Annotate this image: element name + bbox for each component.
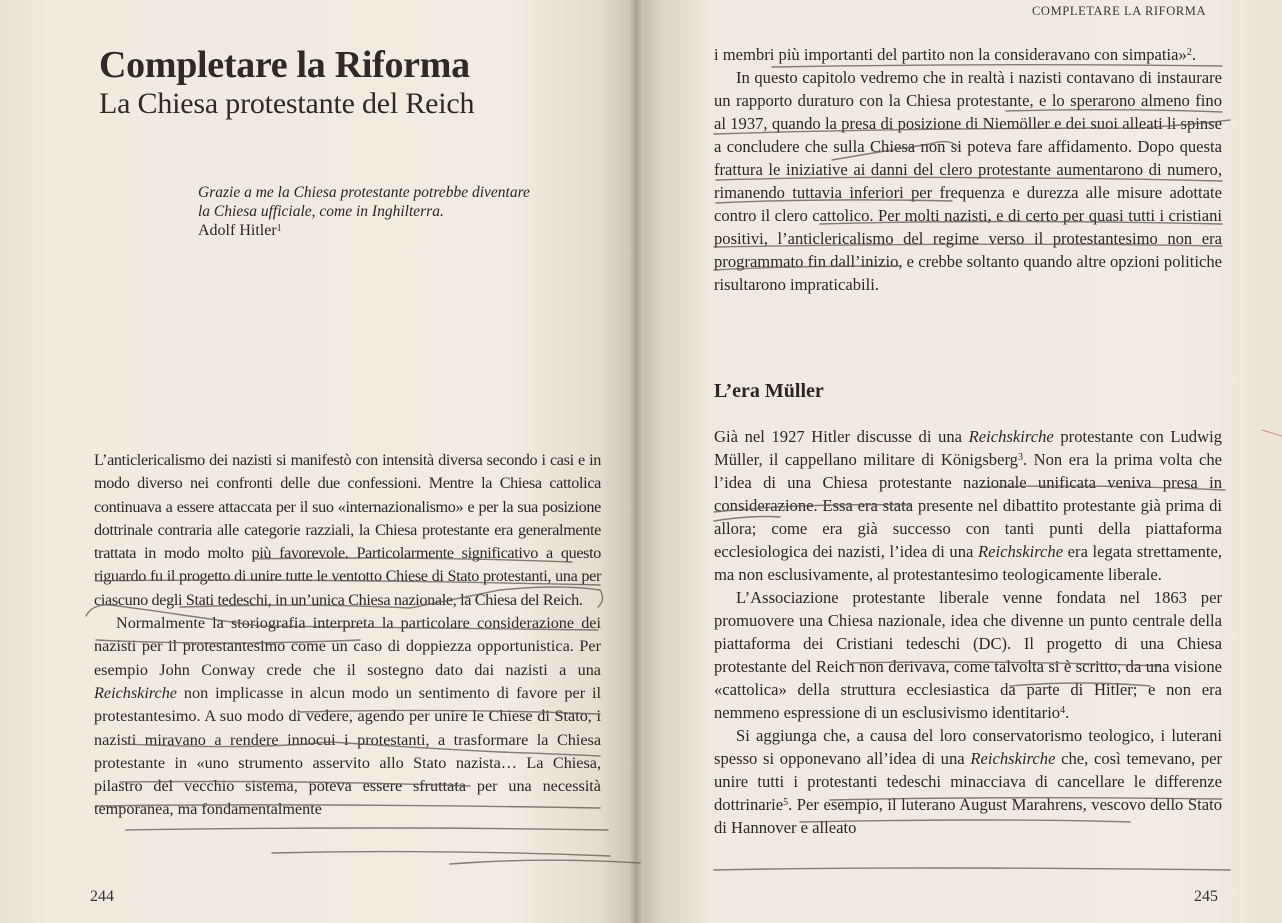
paragraph: Normalmente la storiografia interpreta la particolare considerazione dei nazisti per il protestantesimo come un caso di doppiezza opportunistica. Per esempio John Conway crede che il sostegno dato dai nazisti a una Reichskirche non implicasse in alcun modo un sentimento di favore per il protestantesimo. A suo modo di vedere, agendo per unire le Chiese di Stato, i nazisti miravano a rendere innocui i protestanti, a trasformare la Chiesa protestante in «uno strumento asservito allo Stato nazista… La Chiesa, pilastro del vecchio sistema, poteva essere sfruttata per una necessità temporanea, ma fondamentalmente	[94, 614, 601, 819]
footnote-ref: 2	[1186, 47, 1192, 58]
term-reichskirche: Reichskirche	[94, 683, 177, 702]
paragraph: L’anticlericalismo dei nazisti si manifestò con intensità diversa secondo i casi e in modo diverso nei confronti delle due confessioni. Mentre la Chiesa cattolica continuava a essere attaccata per il suo «internazionalismo» e per la sua posizione dottrinale contraria alle categorie razziali, la Chiesa protestante era generalmente trattata in modo molto più favorevole. Particolarmente significativo a questo riguardo fu il progetto di unire tutte le ventotto Chiese di Stato protestanti, una per ciascuno degli Stati tedeschi, in un’unica Chiesa nazionale, la Chiesa del Reich.	[94, 451, 601, 609]
epigraph-quote-line: Grazie a me la Chiesa protestante potrebbe diventare	[198, 184, 530, 201]
paragraph: Già nel 1927 Hitler discusse di una Reichskirche protestante con Ludwig Müller, il cappellano militare di Königsberg$^3$. Non era la prima volta che l’idea di una Chiesa protestante nazionale unificata veniva presa in considerazione. Essa era stata presente nel dibattito protestante già prima di allora; come era già successo con tanti punti della piattaforma ecclesiologica dei nazisti, l’idea di una Reichskirche era legata strettamente, ma non esclusivamente, al protestantesimo teologicamente liberale.	[714, 427, 1222, 584]
epigraph-quote-line: la Chiesa ufficiale, come in Inghilterra.	[198, 203, 444, 220]
term-reichskirche: Reichskirche	[978, 542, 1064, 561]
running-head: COMPLETARE LA RIFORMA	[1032, 4, 1207, 18]
footnote-ref: 5	[783, 797, 789, 808]
epigraph-author	[198, 221, 578, 240]
chapter-title: Completare la Riforma	[99, 44, 470, 86]
left-body-text	[94, 449, 601, 822]
footnote-ref: 1	[276, 223, 282, 234]
right-body-text-top	[714, 43, 1222, 296]
section-heading: L’era Müller	[714, 380, 824, 402]
chapter-subtitle: La Chiesa protestante del Reich	[99, 87, 475, 120]
epigraph-author-name: Adolf Hitler	[198, 222, 277, 239]
right-body-text-section	[714, 425, 1222, 839]
paragraph: In questo capitolo vedremo che in realtà i nazisti contavano di instaurare un rapporto duraturo con la Chiesa protestante, e lo sperarono almeno fino al 1937, quando la presa di posizione di Niemöller e dei suoi alleati li spinse a concludere che sulla Chiesa non si poteva fare affidamento. Dopo questa frattura le iniziative ai danni del clero protestante aumentarono di numero, rimanendo tuttavia inferiori per frequenza e durezza alle misure adottate contro il clero cattolico. Per molti nazisti, e di certo per quasi tutti i cristiani positivi, l’anticlericalismo del regime verso il protestantesimo non era programmato fin dall’inizio, e crebbe soltanto quando altre opzioni politiche risultarono impraticabili.	[714, 68, 1222, 294]
paragraph: i membri più importanti del partito non la consideravano con simpatia»$^2$.	[714, 45, 1196, 64]
show-through-text	[96, 6, 316, 21]
page-number-right: 245	[1194, 888, 1218, 905]
epigraph	[198, 183, 578, 240]
page-number-left: 244	[90, 888, 114, 905]
term-reichskirche: Reichskirche	[970, 749, 1056, 768]
book-spine-gutter	[628, 0, 644, 923]
paragraph: Si aggiunga che, a causa del loro conservatorismo teologico, i luterani spesso si opponevano all’idea di una Reichskirche che, così temevano, per unire tutti i protestanti tedeschi minacciava di cancellare le differenze dottrinarie$^5$. Per esempio, il luterano August Marahrens, vescovo dello Stato di Hannover e alleato	[714, 726, 1223, 837]
term-reichskirche: Reichskirche	[968, 427, 1054, 446]
footnote-ref: 4	[1060, 705, 1066, 716]
footnote-ref: 3	[1017, 452, 1023, 463]
paragraph: L’Associazione protestante liberale venne fondata nel 1863 per promuovere una Chiesa nazionale, idea che divenne un punto centrale della piattaforma dei Cristiani tedeschi (DC). Il progetto di una Chiesa protestante del Reich non derivava, come talvolta si è scritto, da una visione «cattolica» della struttura ecclesiastica da parte di Hitler; e non era nemmeno espressione di un esclusivismo identitario$^4$.	[714, 588, 1222, 722]
